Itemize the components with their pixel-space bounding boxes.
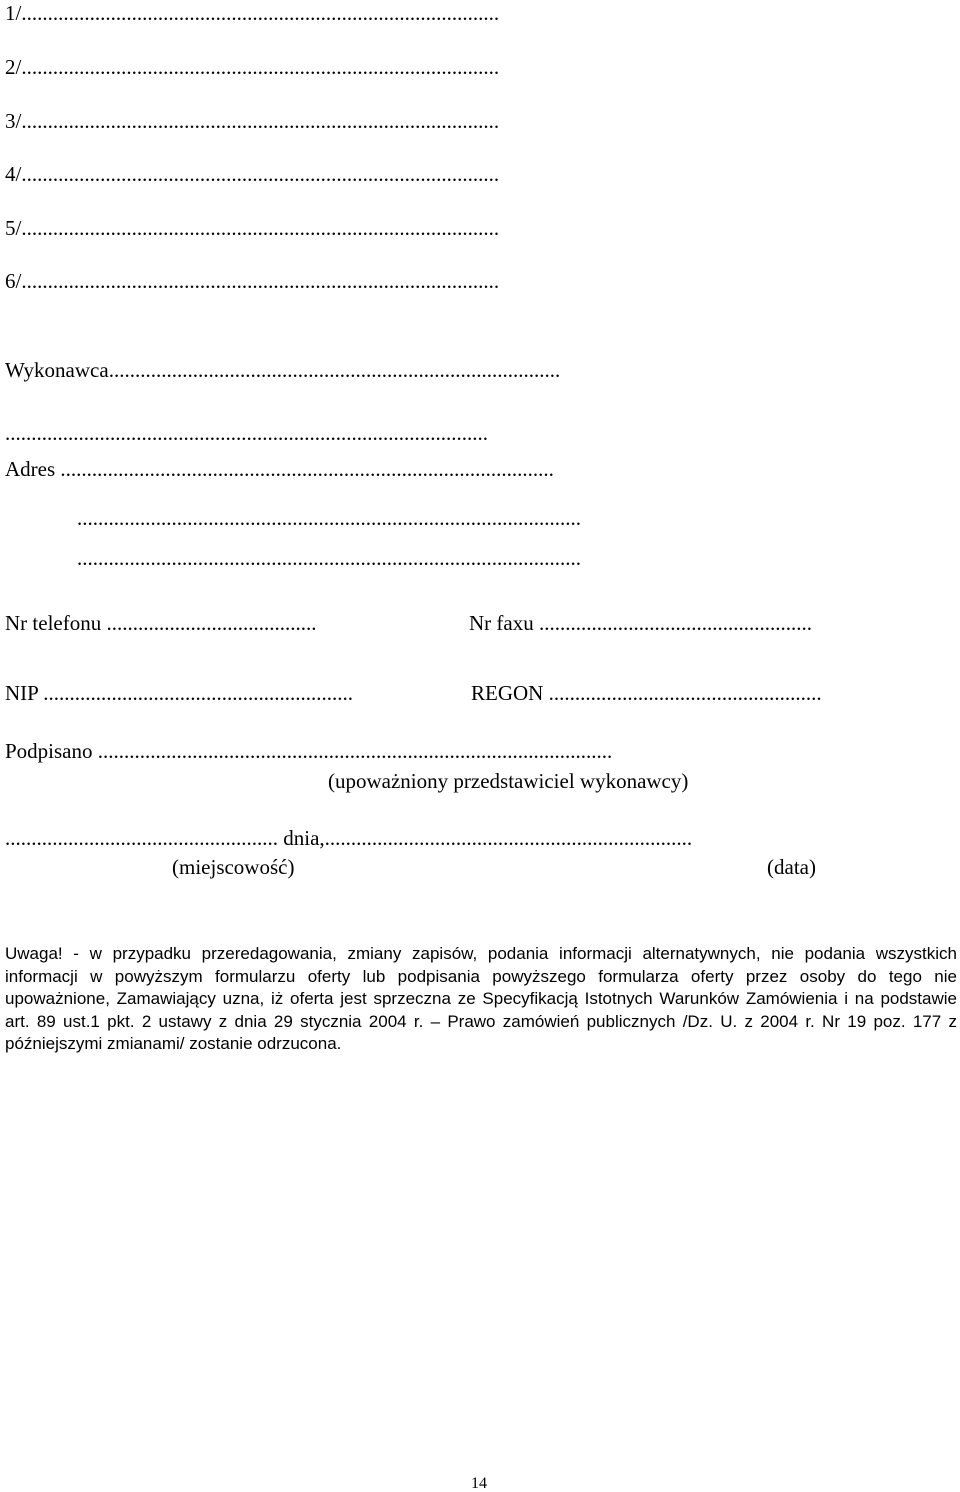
numbered-line-6: 6/........................................................................................... [5,269,500,293]
place-caption: (miejscowość) [172,855,295,879]
signature-caption: (upoważniony przedstawiciel wykonawcy) [328,769,689,793]
numbered-line-3: 3/........................................................................................... [5,109,500,133]
address-continuation-2: ................................................................................................ [77,546,581,570]
numbered-line-5: 5/........................................................................................... [5,216,500,240]
date-caption: (data) [767,855,816,879]
numbered-line-4: 4/........................................................................................... [5,162,500,186]
contractor-continuation: ............................................................................................ [5,421,488,445]
fax-line: Nr faxu .................................................... [469,611,812,635]
address-line: Adres .............................................................................................. [5,457,554,481]
address-continuation-1: ................................................................................................ [77,506,581,530]
legal-note-paragraph: Uwaga! - w przypadku przeredagowania, zmiany zapisów, podania informacji alternatywnych, nie podania wszystkich informacji w powyższym formularzu oferty lub podpisania powyższego formularza oferty przez osoby do tego nie upoważnione, Zamawiający uzna, iż oferta jest sprzeczna ze Specyfikacją Istotnych Warunków Zamówienia i na podstawie art. 89 ust.1 pkt. 2 ustawy z dnia 29 stycznia 2004 r. – Prawo zamówień publicznych /Dz. U. z 2004 r. Nr 19 poz. 177 z późniejszymi zmianami/ zostanie odrzucona. [5,944,957,1054]
phone-line: Nr telefonu ........................................ [5,611,317,635]
nip-line: NIP ........................................................... [5,681,354,705]
signature-line: Podpisano .................................................................................................. [5,739,613,763]
place-date-line: .................................................... dnia,...................................................................... [5,826,693,850]
regon-line: REGON .................................................... [471,681,822,705]
contractor-line: Wykonawca...................................................................................... [5,358,561,382]
numbered-line-2: 2/........................................................................................... [5,55,500,79]
numbered-line-1: 1/........................................................................................... [5,1,500,25]
page-number: 14 [471,1475,487,1492]
